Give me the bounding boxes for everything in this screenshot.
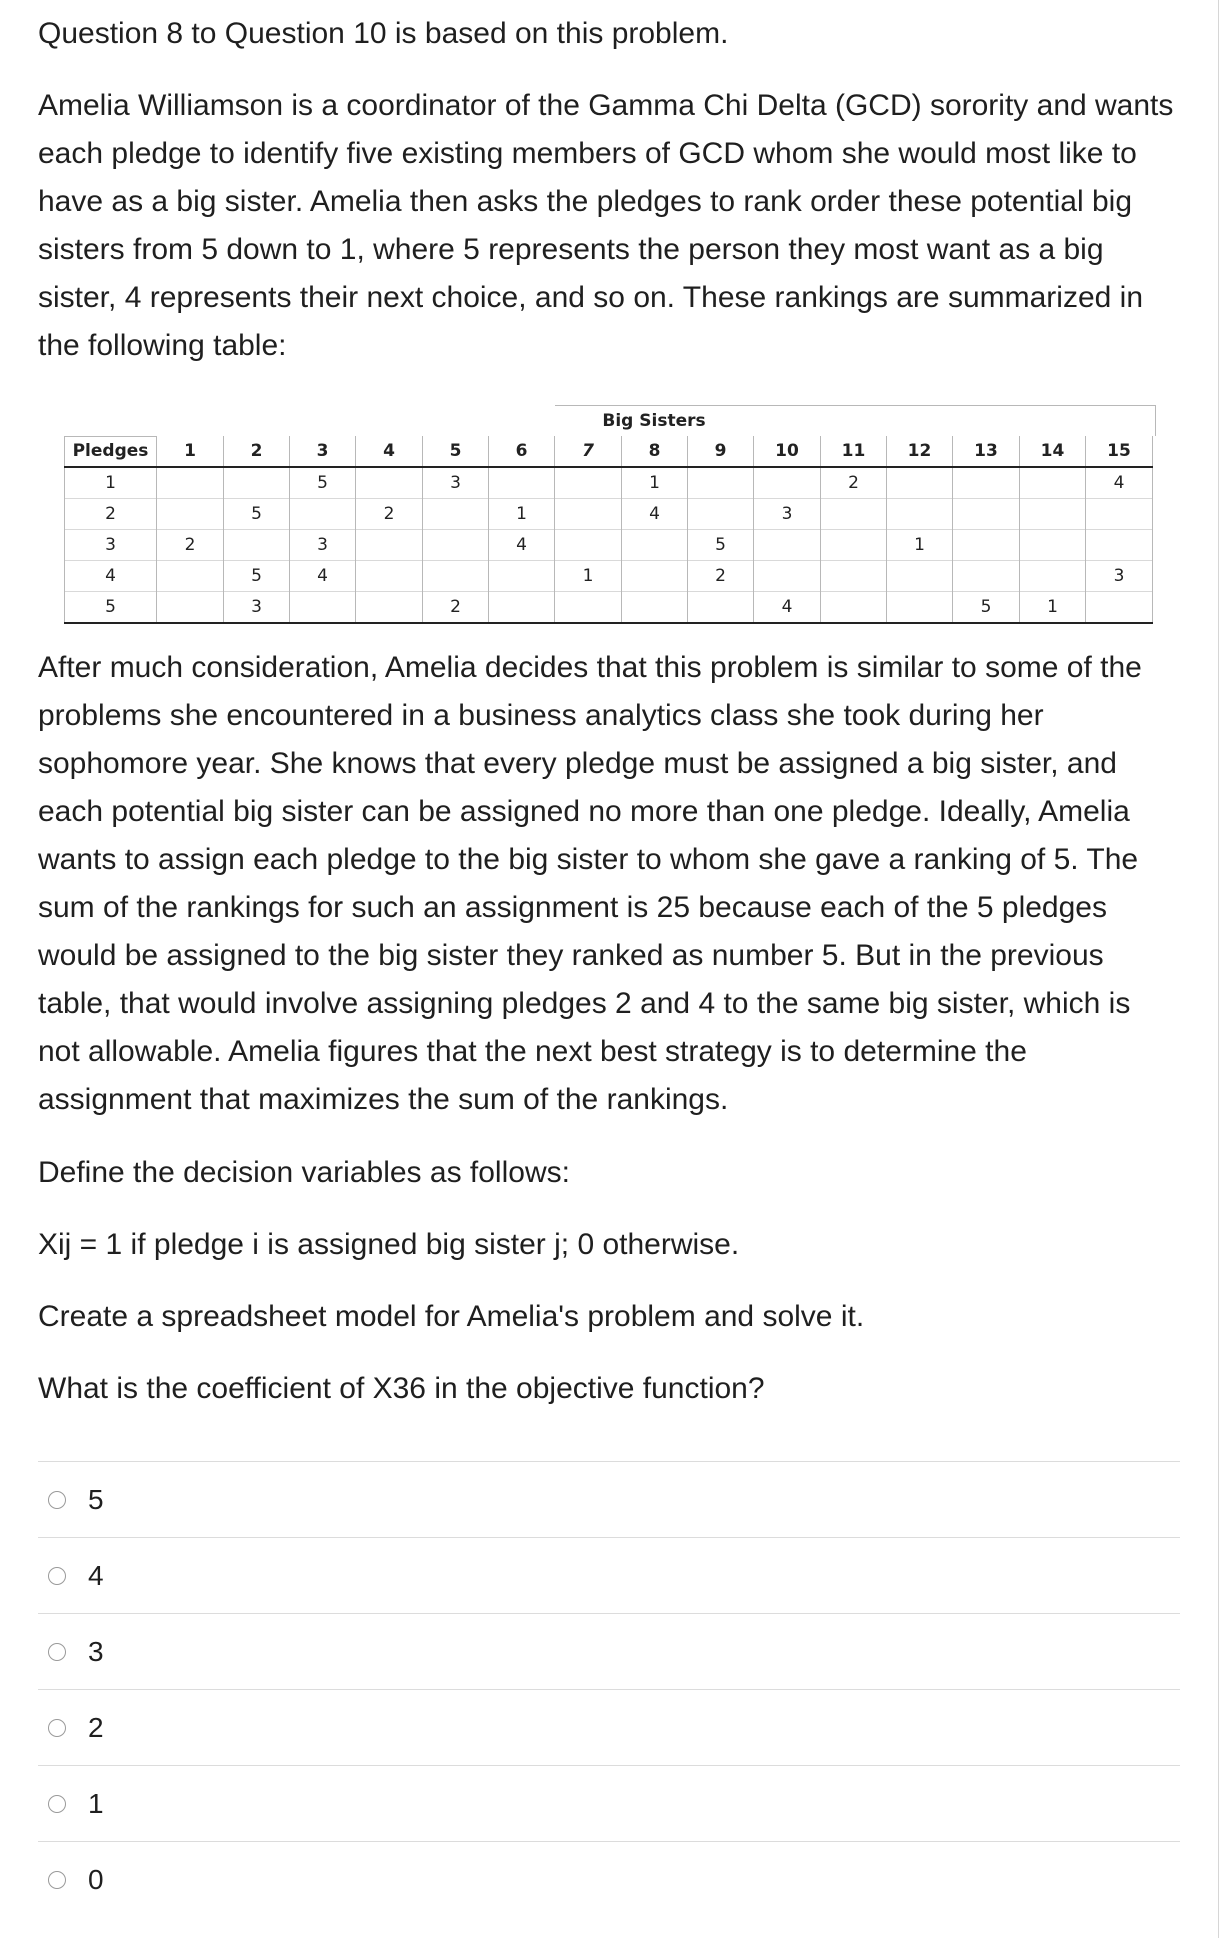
option-label: 1 — [88, 1787, 104, 1819]
ranking-cell — [290, 498, 356, 529]
column-header-4: 4 — [356, 436, 423, 467]
ranking-cell — [423, 560, 489, 591]
column-header-8: 8 — [622, 436, 688, 467]
ranking-cell: 1 — [1020, 591, 1086, 623]
rankings-table — [64, 405, 1156, 617]
column-header-12: 12 — [887, 436, 953, 467]
option-label: 5 — [88, 1483, 104, 1515]
ranking-cell — [356, 529, 423, 560]
ranking-cell: 1 — [555, 560, 622, 591]
ranking-cell — [157, 498, 224, 529]
answer-option-3[interactable] — [38, 1613, 1180, 1689]
ranking-cell — [953, 560, 1020, 591]
ranking-cell — [555, 529, 622, 560]
ranking-cell: 4 — [489, 529, 555, 560]
ranking-cell — [423, 498, 489, 529]
option-label: 0 — [88, 1863, 104, 1895]
ranking-cell: 2 — [821, 467, 887, 499]
ranking-cell — [290, 591, 356, 623]
column-header-15: 15 — [1086, 436, 1153, 467]
ranking-cell: 3 — [224, 591, 290, 623]
option-label: 4 — [88, 1559, 104, 1591]
ranking-cell — [157, 591, 224, 623]
column-header-13: 13 — [953, 436, 1020, 467]
ranking-cell — [953, 467, 1020, 499]
ranking-cell — [1020, 529, 1086, 560]
column-header-11: 11 — [821, 436, 887, 467]
ranking-cell — [821, 498, 887, 529]
ranking-cell: 4 — [1086, 467, 1153, 499]
ranking-cell — [157, 467, 224, 499]
table-row — [65, 591, 1156, 623]
answer-option-0[interactable] — [38, 1841, 1180, 1917]
ranking-cell — [688, 498, 754, 529]
ranking-cell — [1020, 498, 1086, 529]
ranking-cell: 5 — [290, 467, 356, 499]
radio-button-icon[interactable] — [48, 1491, 66, 1509]
pledge-number: 2 — [65, 498, 157, 529]
ranking-cell — [821, 529, 887, 560]
answer-option-2[interactable] — [38, 1689, 1180, 1765]
pledge-number: 1 — [65, 467, 157, 499]
answer-option-4[interactable] — [38, 1537, 1180, 1613]
column-header-9: 9 — [688, 436, 754, 467]
ranking-cell — [887, 467, 953, 499]
ranking-cell: 5 — [953, 591, 1020, 623]
ranking-cell: 4 — [754, 591, 821, 623]
ranking-cell: 1 — [622, 467, 688, 499]
ranking-cell — [622, 591, 688, 623]
ranking-cell — [555, 467, 622, 499]
ranking-cell — [1086, 529, 1153, 560]
ranking-cell: 2 — [356, 498, 423, 529]
table-corner — [65, 406, 157, 437]
ranking-cell — [754, 560, 821, 591]
page-right-border — [1218, 0, 1219, 1938]
radio-button-icon[interactable] — [48, 1871, 66, 1889]
ranking-cell — [555, 498, 622, 529]
column-header-3: 3 — [290, 436, 356, 467]
radio-button-icon[interactable] — [48, 1795, 66, 1813]
instruction-paragraph: Create a spreadsheet model for Amelia's problem and solve it. — [38, 1300, 865, 1333]
variable-definition: Xij = 1 if pledge i is assigned big sister j; 0 otherwise. — [38, 1228, 740, 1261]
ranking-cell — [821, 591, 887, 623]
ranking-cell — [157, 560, 224, 591]
ranking-cell — [555, 591, 622, 623]
ranking-cell — [489, 560, 555, 591]
define-paragraph: Define the decision variables as follows: — [38, 1156, 570, 1189]
column-header-1: 1 — [157, 436, 224, 467]
ranking-cell: 3 — [754, 498, 821, 529]
ranking-cell — [821, 560, 887, 591]
ranking-cell — [489, 467, 555, 499]
radio-button-icon[interactable] — [48, 1567, 66, 1585]
ranking-cell — [224, 467, 290, 499]
ranking-cell: 3 — [423, 467, 489, 499]
ranking-cell: 2 — [423, 591, 489, 623]
pledges-header: Pledges — [65, 436, 157, 467]
ranking-cell — [1086, 498, 1153, 529]
ranking-cell — [953, 529, 1020, 560]
pledge-number: 5 — [65, 591, 157, 623]
answer-option-1[interactable] — [38, 1765, 1180, 1841]
ranking-cell — [1020, 467, 1086, 499]
ranking-cell — [356, 591, 423, 623]
column-header-5: 5 — [423, 436, 489, 467]
big-sisters-header: Big Sisters — [555, 406, 754, 437]
table-row — [65, 529, 1156, 560]
ranking-cell: 2 — [157, 529, 224, 560]
intro-paragraph: Amelia Williamson is a coordinator of the Gamma Chi Delta (GCD) sorority and wants each pledge to identify five existing members of GCD whom she would most like to have as a big sister. Amelia then asks the pledges to rank order these potential big sisters from 5 down to 1, where 5 represents the person they most want as a big sister, 4 represents their next choice, and so on. These rankings are summarized in the following table: — [38, 89, 1174, 362]
ranking-cell — [224, 529, 290, 560]
ranking-cell: 4 — [622, 498, 688, 529]
ranking-cell: 4 — [290, 560, 356, 591]
ranking-cell — [754, 529, 821, 560]
table-row — [65, 498, 1156, 529]
column-header-6: 6 — [489, 436, 555, 467]
ranking-cell — [688, 467, 754, 499]
question-prompt: What is the coefficient of X36 in the objective function? — [38, 1372, 765, 1405]
ranking-cell — [1086, 591, 1153, 623]
question-heading: Question 8 to Question 10 is based on this problem. — [38, 17, 729, 50]
ranking-cell: 5 — [688, 529, 754, 560]
ranking-cell — [622, 529, 688, 560]
answer-options — [38, 1461, 1180, 1917]
ranking-cell — [887, 498, 953, 529]
answer-option-5[interactable] — [38, 1461, 1180, 1537]
ranking-cell — [356, 467, 423, 499]
pledge-number: 4 — [65, 560, 157, 591]
after-paragraph: After much consideration, Amelia decides that this problem is similar to some of the problems she encountered in a business analytics class she took during her sophomore year. She knows that every pledge must be assigned a big sister, and each potential big sister can be assigned no more than one pledge. Ideally, Amelia wants to assign each pledge to the big sister to whom she gave a ranking of 5. The sum of the rankings for such an assignment is 25 because each of the 5 pledges would be assigned to the big sister they ranked as number 5. But in the previous table, that would involve assigning pledges 2 and 4 to the same big sister, which is not allowable. Amelia figures that the next best strategy is to determine the assignment that maximizes the sum of the rankings. — [38, 651, 1142, 1116]
table-row — [65, 560, 1156, 591]
option-label: 3 — [88, 1635, 104, 1667]
column-header-14: 14 — [1020, 436, 1086, 467]
ranking-cell: 5 — [224, 560, 290, 591]
option-label: 2 — [88, 1711, 104, 1743]
ranking-cell — [1020, 560, 1086, 591]
pledge-number: 3 — [65, 529, 157, 560]
ranking-cell — [688, 591, 754, 623]
ranking-cell — [953, 498, 1020, 529]
ranking-cell — [489, 591, 555, 623]
ranking-cell — [356, 560, 423, 591]
ranking-cell: 1 — [887, 529, 953, 560]
column-header-2: 2 — [224, 436, 290, 467]
ranking-cell — [423, 529, 489, 560]
ranking-cell — [754, 467, 821, 499]
ranking-cell — [622, 560, 688, 591]
ranking-cell: 3 — [1086, 560, 1153, 591]
ranking-cell: 5 — [224, 498, 290, 529]
ranking-cell: 3 — [290, 529, 356, 560]
radio-button-icon[interactable] — [48, 1643, 66, 1661]
ranking-cell — [887, 560, 953, 591]
ranking-cell: 2 — [688, 560, 754, 591]
table-row — [65, 467, 1156, 499]
ranking-cell: 1 — [489, 498, 555, 529]
column-header-7: 7 — [555, 436, 622, 467]
radio-button-icon[interactable] — [48, 1719, 66, 1737]
column-header-10: 10 — [754, 436, 821, 467]
ranking-cell — [887, 591, 953, 623]
